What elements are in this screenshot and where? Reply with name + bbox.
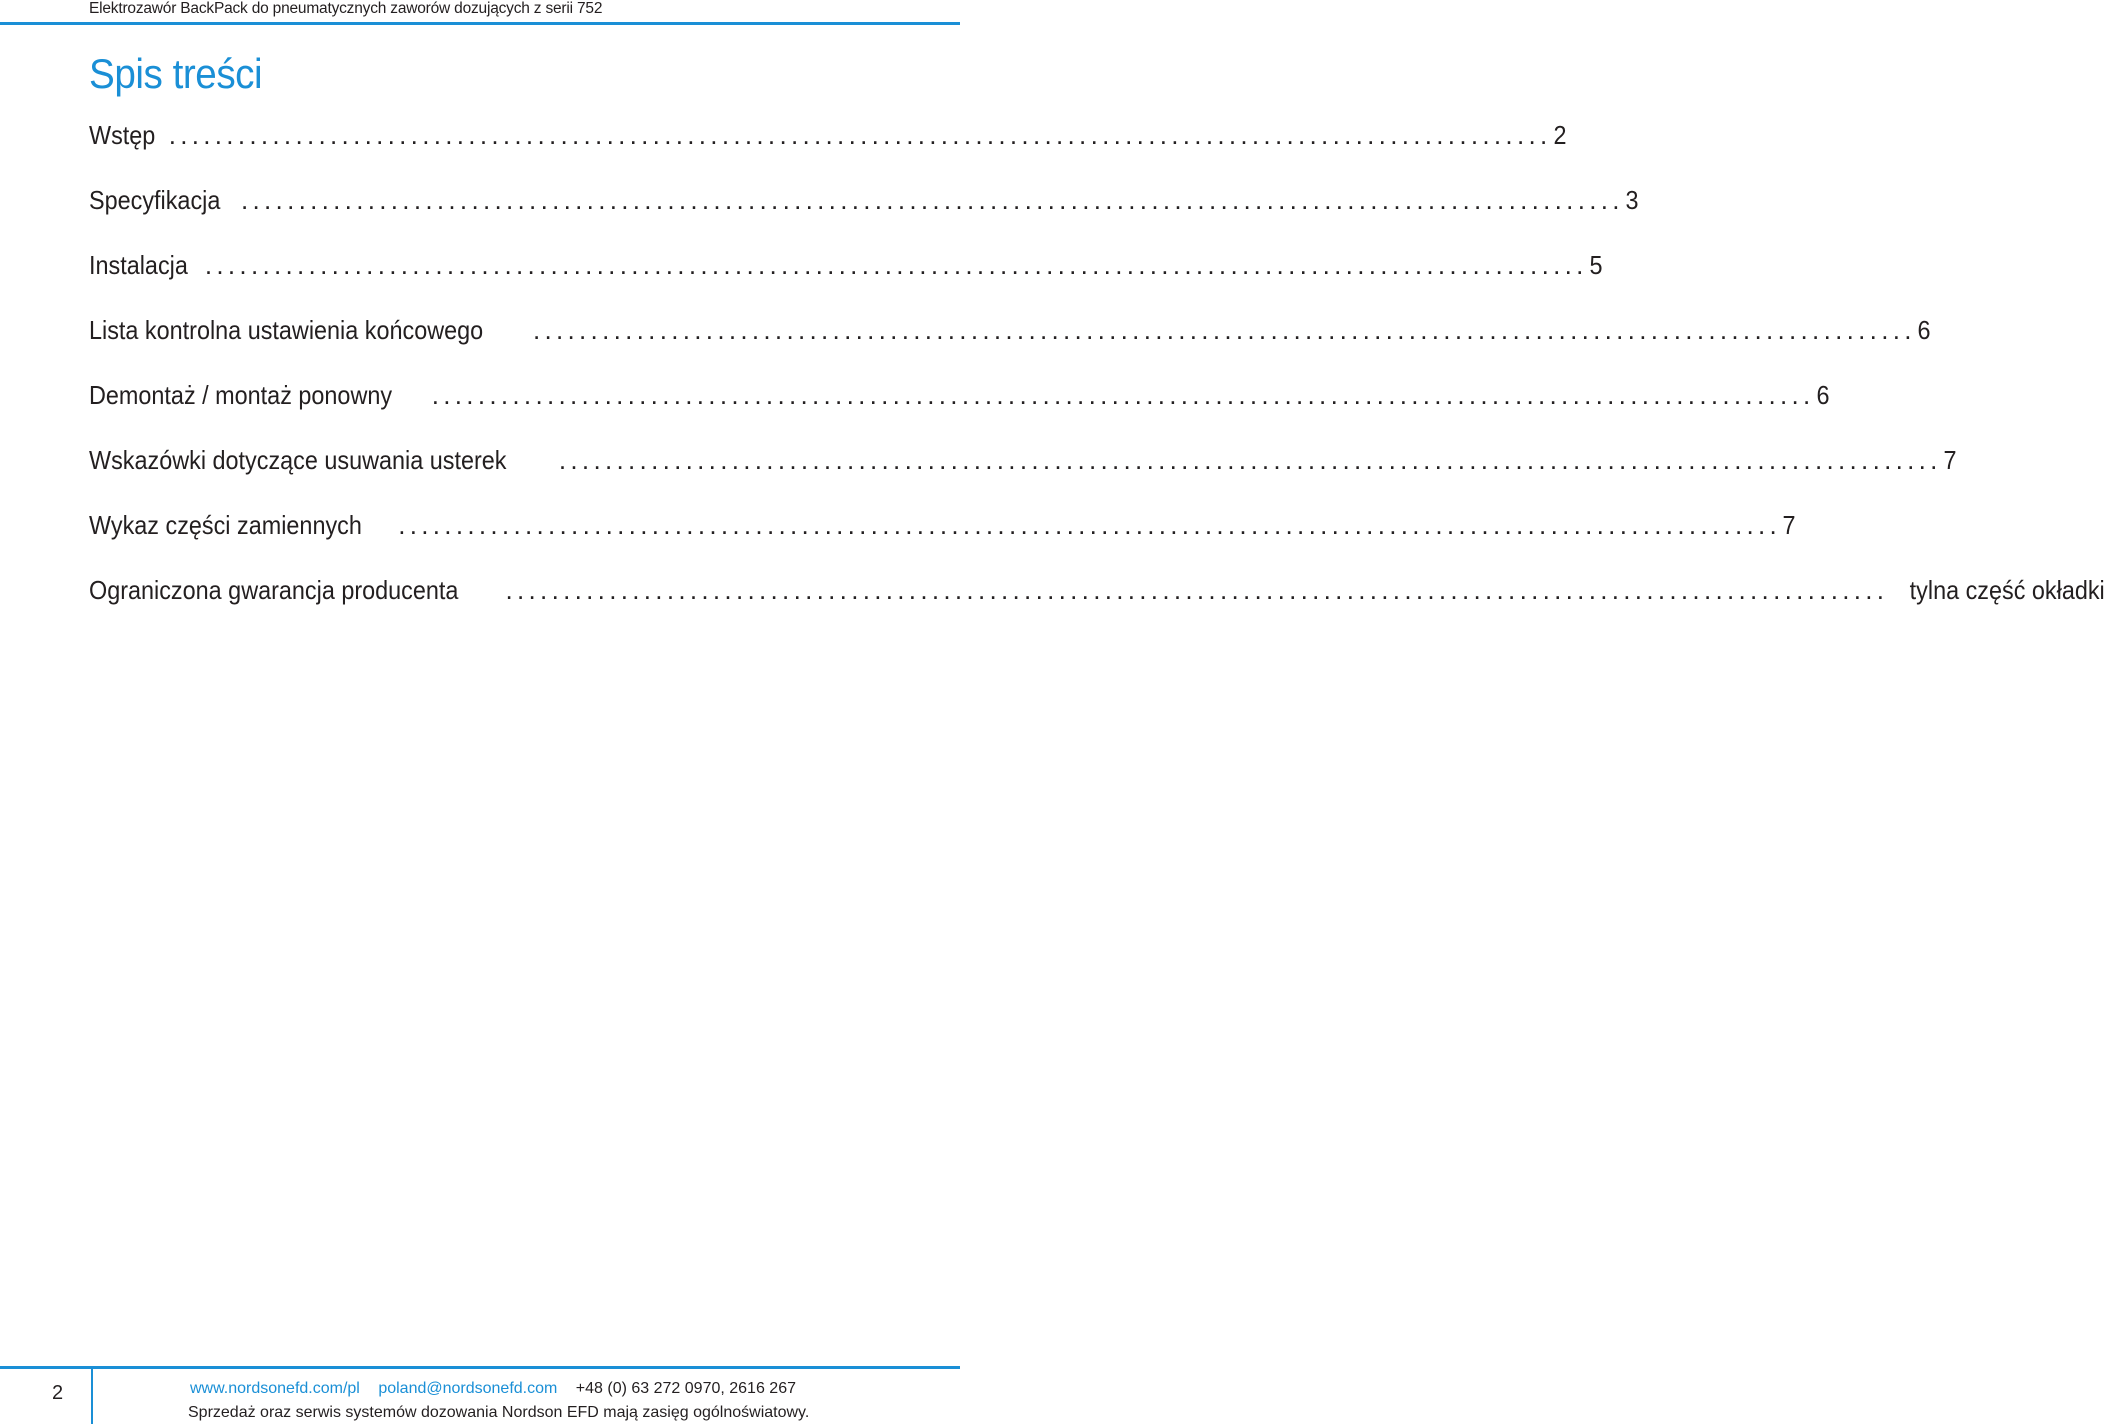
- header-rule: [0, 22, 960, 25]
- toc-entry-wykaz-czesci[interactable]: [89, 506, 1796, 571]
- toc-entry-label: Wstęp: [89, 120, 156, 150]
- toc-dot-leader: ........................................................................................................................: [505, 575, 1889, 605]
- toc-entry-wstep[interactable]: [89, 116, 1566, 181]
- document-title: Elektrozawór BackPack do pneumatycznych zaworów dozujących z serii 752: [89, 0, 603, 17]
- toc-heading: Spis treści: [89, 50, 263, 97]
- toc-entry-label: Instalacja: [89, 250, 188, 280]
- toc-entry-demontaz[interactable]: [89, 376, 1830, 441]
- toc-entry-label: Wykaz części zamiennych: [89, 510, 362, 540]
- toc-entry-page: 2: [1552, 120, 1566, 150]
- toc-entry-page: 6: [1917, 315, 1931, 345]
- toc-dot-leader: ........................................................................................................................: [532, 315, 1916, 345]
- toc-entry-label: Demontaż / montaż ponowny: [89, 380, 393, 410]
- toc-entry-wskazowki[interactable]: [89, 441, 1957, 506]
- toc-entry-instalacja[interactable]: [89, 246, 1603, 311]
- toc-entry-label: Specyfikacja: [89, 185, 221, 215]
- toc-dot-leader: ........................................................................................................................: [431, 380, 1815, 410]
- toc-entry-lista-kontrolna[interactable]: [89, 311, 1931, 376]
- footer-rule: [0, 1366, 960, 1369]
- footer-contact: [190, 1379, 796, 1399]
- toc-entry-specyfikacja[interactable]: [89, 181, 1639, 246]
- website-link[interactable]: www.nordsonefd.com/pl: [190, 1380, 360, 1397]
- toc-dot-leader: ........................................................................................................................: [168, 120, 1552, 150]
- footer-tagline: Sprzedaż oraz serwis systemów dozowania Nordson EFD mają zasięg ogólnoświatowy.: [188, 1404, 810, 1421]
- toc-entry-label: Ograniczona gwarancja producenta: [89, 575, 459, 605]
- toc-entry-gwarancja[interactable]: [89, 571, 2105, 636]
- table-of-contents: [89, 116, 2105, 636]
- toc-entry-page: tylna część okładki: [1910, 575, 2105, 605]
- phone-number: +48 (0) 63 272 0970, 2616 267: [575, 1380, 796, 1397]
- toc-dot-leader: ........................................................................................................................: [240, 185, 1624, 215]
- toc-dot-leader: ........................................................................................................................: [558, 445, 1942, 475]
- toc-entry-label: Lista kontrolna ustawienia końcowego: [89, 315, 484, 345]
- toc-entry-page: 5: [1589, 250, 1603, 280]
- toc-entry-label: Wskazówki dotyczące usuwania usterek: [89, 445, 507, 475]
- email-link[interactable]: poland@nordsonefd.com: [378, 1380, 558, 1397]
- toc-dot-leader: ........................................................................................................................: [204, 250, 1588, 280]
- toc-entry-page: 7: [1943, 445, 1957, 475]
- footer-divider: [91, 1369, 93, 1424]
- toc-dot-leader: ........................................................................................................................: [398, 510, 1782, 540]
- toc-entry-page: 6: [1816, 380, 1830, 410]
- toc-entry-page: 3: [1625, 185, 1639, 215]
- toc-entry-page: 7: [1782, 510, 1796, 540]
- page-number: 2: [52, 1382, 64, 1404]
